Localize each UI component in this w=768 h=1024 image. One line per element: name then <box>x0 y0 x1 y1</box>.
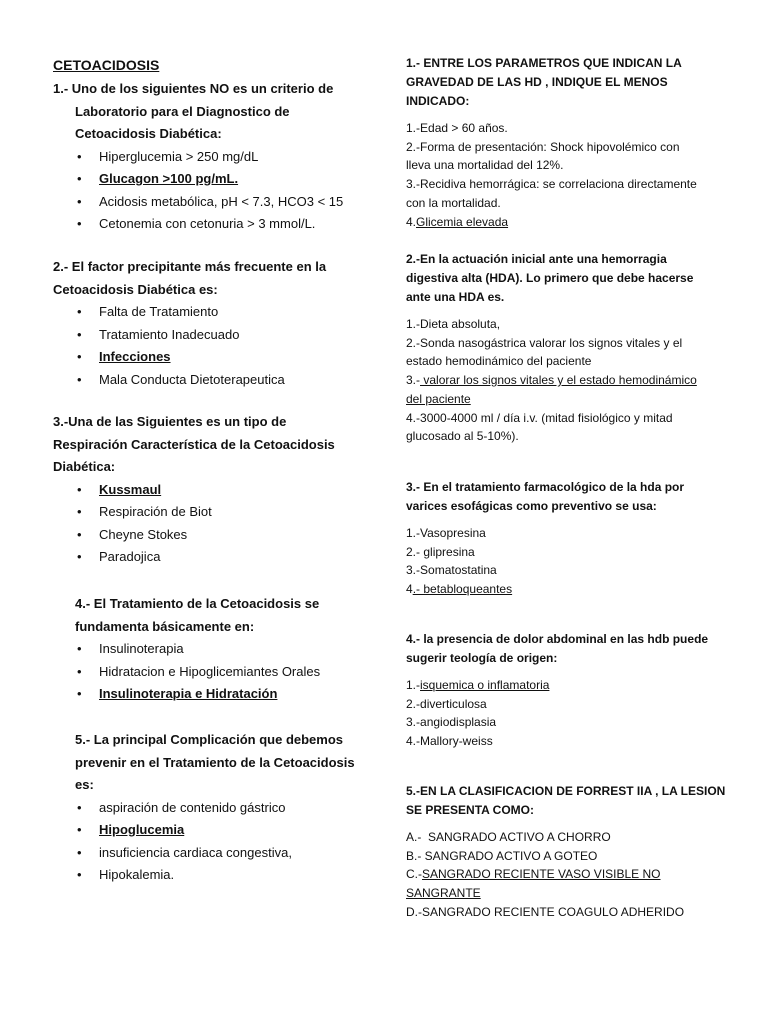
question-line: Respiración Característica de la Cetoacidosis <box>53 436 335 452</box>
question-block <box>53 256 373 391</box>
option-item: • Mala Conducta Dietoterapeutica <box>53 369 373 392</box>
question-line: digestiva alta (HDA). Lo primero que debe hacerse <box>406 271 694 285</box>
option-item: • aspiración de contenido gástrico <box>53 797 373 820</box>
option-item-answer: • Kussmaul <box>53 479 373 502</box>
option-item-answer: 3.- valorar los signos vitales y el estado hemodinámico <box>406 373 697 388</box>
option-item-answer: 4.Glicemia elevada <box>406 214 509 229</box>
option-item: • Paradojica <box>53 546 373 569</box>
option-item: 1.-Edad > 60 años. <box>406 121 508 135</box>
option-list <box>406 315 726 446</box>
option-list <box>406 828 726 922</box>
option-item: 2.-Forma de presentación: Shock hipovolémico con <box>406 139 680 154</box>
option-item: • Hiperglucemia > 250 mg/dL <box>53 146 373 169</box>
question-block <box>53 729 373 887</box>
question-text <box>53 411 373 479</box>
option-item-answer: del paciente <box>406 391 471 406</box>
option-list <box>406 119 726 231</box>
question-line: 4.- la presencia de dolor abdominal en las hdb puede <box>406 632 709 646</box>
option-item: • Cetonemia con cetonuria > 3 mmol/L. <box>53 213 373 236</box>
question-line: INDICADO: <box>406 94 470 108</box>
section-title: CETOACIDOSIS <box>53 57 160 73</box>
question-text <box>406 54 726 111</box>
question-text <box>53 593 373 638</box>
question-line: GRAVEDAD DE LAS HD , INDIQUE EL MENOS <box>406 75 668 89</box>
question-text <box>53 256 373 301</box>
question-number: 3.- <box>53 414 69 429</box>
question-number: 2.- <box>53 259 69 274</box>
option-item: 2.- glipresina <box>406 544 475 559</box>
option-item: B.- SANGRADO ACTIVO A GOTEO <box>406 848 598 863</box>
option-list <box>53 301 373 391</box>
question-block <box>53 593 373 706</box>
question-block <box>406 630 726 751</box>
question-line: prevenir en el Tratamiento de la Cetoacidosis <box>75 754 355 770</box>
question-text <box>53 729 373 797</box>
question-line: 1.- ENTRE LOS PARAMETROS QUE INDICAN LA <box>406 56 682 70</box>
option-item: 1.-Dieta absoluta, <box>406 317 501 331</box>
question-block <box>406 782 726 922</box>
option-item: 1.-Vasopresina <box>406 526 486 540</box>
option-item: 4.-Mallory-weiss <box>406 734 493 749</box>
option-item: • Respiración de Biot <box>53 501 373 524</box>
option-item: • Acidosis metabólica, pH < 7.3, HCO3 < 15 <box>53 191 373 214</box>
question-block <box>406 478 726 599</box>
question-line: El Tratamiento de la Cetoacidosis se <box>93 596 320 611</box>
question-text <box>53 78 373 146</box>
option-item: 4.-3000-4000 ml / día i.v. (mitad fisiológico y mitad <box>406 410 673 425</box>
option-list <box>53 479 373 569</box>
question-block <box>53 411 373 569</box>
option-item: • Hidratacion e Hipoglicemiantes Orales <box>53 661 373 684</box>
question-line: 5.-EN LA CLASIFICACION DE FORREST IIA , LA LESION <box>406 784 726 798</box>
option-item-answer: C.-SANGRADO RECIENTE VASO VISIBLE NO <box>406 867 661 882</box>
option-item: 3.-Somatostatina <box>406 563 497 578</box>
option-item: A.- SANGRADO ACTIVO A CHORRO <box>406 830 611 844</box>
question-number: 1.- <box>53 81 69 96</box>
option-item-answer: • Insulinoterapia e Hidratación <box>53 683 373 706</box>
option-item: 2.-diverticulosa <box>406 696 487 711</box>
option-item-answer: • Infecciones <box>53 346 373 369</box>
option-list <box>53 797 373 887</box>
question-line: varices esofágicas como preventivo se usa: <box>406 499 657 513</box>
option-list <box>406 524 726 599</box>
question-line: Cetoacidosis Diabética: <box>75 126 222 141</box>
option-item: D.-SANGRADO RECIENTE COAGULO ADHERIDO <box>406 904 685 919</box>
question-number: 5.- <box>75 732 91 747</box>
option-item: estado hemodinámico del paciente <box>406 354 592 369</box>
option-item: lleva una mortalidad del 12%. <box>406 158 564 173</box>
question-block <box>406 250 726 446</box>
option-item: • Cheyne Stokes <box>53 524 373 547</box>
question-block <box>53 78 373 236</box>
question-line: El factor precipitante más frecuente en la <box>71 259 327 274</box>
question-text <box>406 630 726 668</box>
question-block <box>406 54 726 231</box>
option-item: 2.-Sonda nasogástrica valorar los signos vitales y el <box>406 335 683 350</box>
option-item: • Tratamiento Inadecuado <box>53 324 373 347</box>
question-line: sugerir teología de origen: <box>406 651 558 665</box>
option-item-answer: 1.-isquemica o inflamatoria <box>406 678 550 692</box>
option-list <box>53 638 373 706</box>
question-line: Uno de los siguientes NO es un criterio de <box>71 81 334 96</box>
option-item: • Hipokalemia. <box>53 864 373 887</box>
question-line: Laboratorio para el Diagnostico de <box>75 103 290 119</box>
option-item-answer: 4.- betabloqueantes <box>406 582 513 597</box>
option-list <box>406 676 726 751</box>
option-item-answer: SANGRANTE <box>406 886 481 901</box>
question-line: 2.-En la actuación inicial ante una hemorragia <box>406 252 667 266</box>
option-item: glucosado al 5-10%). <box>406 429 519 444</box>
option-item: 3.-angiodisplasia <box>406 715 497 730</box>
question-line: La principal Complicación que debemos <box>93 732 344 747</box>
question-number: 4.- <box>75 596 91 611</box>
option-item: • Falta de Tratamiento <box>53 301 373 324</box>
question-line: es: <box>75 777 94 792</box>
option-item-answer: • Hipoglucemia <box>53 819 373 842</box>
question-line: Cetoacidosis Diabética es: <box>53 281 218 297</box>
option-list <box>53 146 373 236</box>
question-line: Diabética: <box>53 459 116 474</box>
option-item: • insuficiencia cardiaca congestiva, <box>53 842 373 865</box>
question-text <box>406 250 726 307</box>
question-line: Una de las Siguientes es un tipo de <box>68 414 287 429</box>
option-item: • Insulinoterapia <box>53 638 373 661</box>
question-text <box>406 478 726 516</box>
question-line: fundamenta básicamente en: <box>75 618 255 634</box>
question-line: SE PRESENTA COMO: <box>406 803 535 817</box>
option-item: con la mortalidad. <box>406 195 501 210</box>
question-line: 3.- En el tratamiento farmacológico de la hda por <box>406 480 685 494</box>
question-line: ante una HDA es. <box>406 290 505 304</box>
question-text <box>406 782 726 820</box>
option-item-answer: • Glucagon >100 pg/mL. <box>53 168 373 191</box>
option-item: 3.-Recidiva hemorrágica: se correlaciona directamente <box>406 177 697 192</box>
